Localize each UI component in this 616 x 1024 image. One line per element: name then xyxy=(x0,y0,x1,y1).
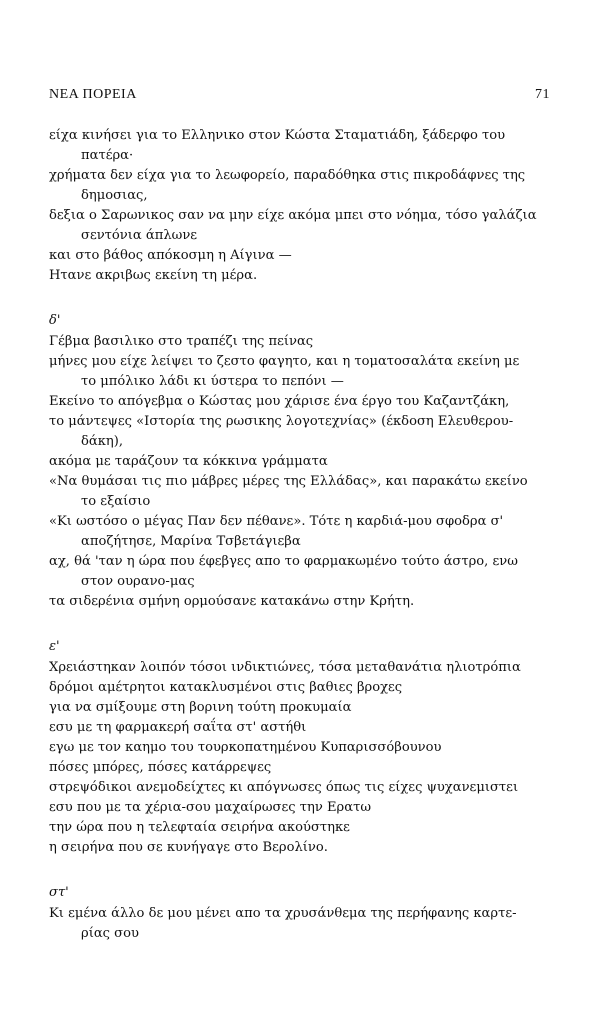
poem-line-continuation: δημοσιας, xyxy=(81,188,148,203)
poem-line: η σειρήνα που σε κυνήγαγε στο Βερολίνο. xyxy=(49,840,328,855)
section-gap xyxy=(49,612,559,632)
poem-line: «Κι ωστόσο ο μέγας Παν δεν πέθανε». Τότε η καρδιά-μου σφοδρα σ' xyxy=(49,514,504,529)
poem-line: αχ, θά 'ταν η ώρα που έφεβγες απο το φαρμακωμένο τούτο άστρο, ενω xyxy=(49,554,518,569)
poem-line-continuation: σεντόνια άπλωνε xyxy=(81,228,198,243)
poem-line: Γέβμα βασιλικο στο τραπέζι της πείνας xyxy=(49,334,314,349)
poem-section xyxy=(49,858,559,944)
poem-section xyxy=(49,612,559,858)
section-marker: ε' xyxy=(49,639,60,654)
poem-line: Ητανε ακριβως εκείνη τη μέρα. xyxy=(49,268,258,283)
poem-line-continuation: το μπόλικο λάδι κι ύστερα το πεπόνι — xyxy=(81,374,344,389)
poem-section xyxy=(49,286,559,612)
poem-line-continuation: πατέρα· xyxy=(81,148,134,163)
poem-line: το μάντεψες «Ιστορία της ρωσικης λογοτεχνίας» (έκδοση Ελευθερου- xyxy=(49,414,514,429)
poem-line: μήνες μου είχε λείψει το ζεστο φαγητο, και η τοματοσαλάτα εκείνη με xyxy=(49,354,520,369)
poem-line: Εκείνο το απόγεβμα ο Κώστας μου χάρισε ένα έργο του Καζαντζάκη, xyxy=(49,394,510,409)
poem-line: Χρειάστηκαν λοιπόν τόσοι ινδικτιώνες, τόσα μεταθανάτια ηλιοτρόπια xyxy=(49,660,521,675)
section-marker: δ' xyxy=(49,313,61,328)
poem-line: τα σιδερένια σμήνη ορμούσανε κατακάνω στην Κρήτη. xyxy=(49,594,415,609)
poem-section xyxy=(49,126,559,286)
poem-line: είχα κινήσει για το Ελληνικο στον Κώστα Σταματιάδη, ξάδερφο του xyxy=(49,128,506,143)
poem-body xyxy=(49,126,559,944)
poem-line: εγω με τον καημο του τουρκοπατημένου Κυπαρισσόβουνου xyxy=(49,740,442,755)
poem-line: για να σμίξουμε στη βορινη τούτη προκυμαία xyxy=(49,700,352,715)
section-gap xyxy=(49,286,559,306)
poem-line-continuation: στον ουρανο-μας xyxy=(81,574,195,589)
poem-line: χρήματα δεν είχα για το λεωφορείο, παραδόθηκα στις πικροδάφνες της xyxy=(49,168,526,183)
running-header xyxy=(49,87,550,111)
poem-line: δρόμοι αμέτρητοι κατακλυσμένοι στις βαθιες βροχες xyxy=(49,680,403,695)
poem-line: στρεψόδικοι ανεμοδείχτες κι απόγνωσες όπως τις είχες ψυχανεμιστει xyxy=(49,780,519,795)
poem-line: δεξια ο Σαρωνικος σαν να μην είχε ακόμα μπει στο νόημα, τόσο γαλάζια xyxy=(49,208,537,223)
poem-line: ακόμα με ταράζουν τα κόκκινα γράμματα xyxy=(49,454,328,469)
section-marker: στ' xyxy=(49,885,69,900)
journal-title: ΝΕΑ ΠΟΡΕΙΑ xyxy=(49,87,137,102)
poem-line: εσυ με τη φαρμακερή σαΐτα στ' αστήθι xyxy=(49,720,307,735)
poem-line: εσυ που με τα χέρια-σου μαχαίρωσες την Ερατω xyxy=(49,800,371,815)
poem-line: πόσες μπόρες, πόσες κατάρρεψες xyxy=(49,760,272,775)
poem-line: Κι εμένα άλλο δε μου μένει απο τα χρυσάνθεμα της περήφανης καρτε- xyxy=(49,906,517,921)
poem-line-continuation: το εξαίσιο xyxy=(81,494,151,509)
poem-line-continuation: ρίας σου xyxy=(81,926,139,941)
poem-line: «Να θυμάσαι τις πιο μάβρες μέρες της Ελλάδας», και παρακάτω εκείνο xyxy=(49,474,528,489)
poem-line-continuation: δάκη), xyxy=(81,434,124,449)
poem-line: την ώρα που η τελεφταία σειρήνα ακούστηκε xyxy=(49,820,350,835)
page-number: 71 xyxy=(535,87,550,102)
poem-line: και στο βάθος απόκοσμη η Αίγινα — xyxy=(49,248,292,263)
section-gap xyxy=(49,858,559,878)
poem-line-continuation: αποζήτησε, Μαρίνα Τσβετάγιεβα xyxy=(81,534,301,549)
